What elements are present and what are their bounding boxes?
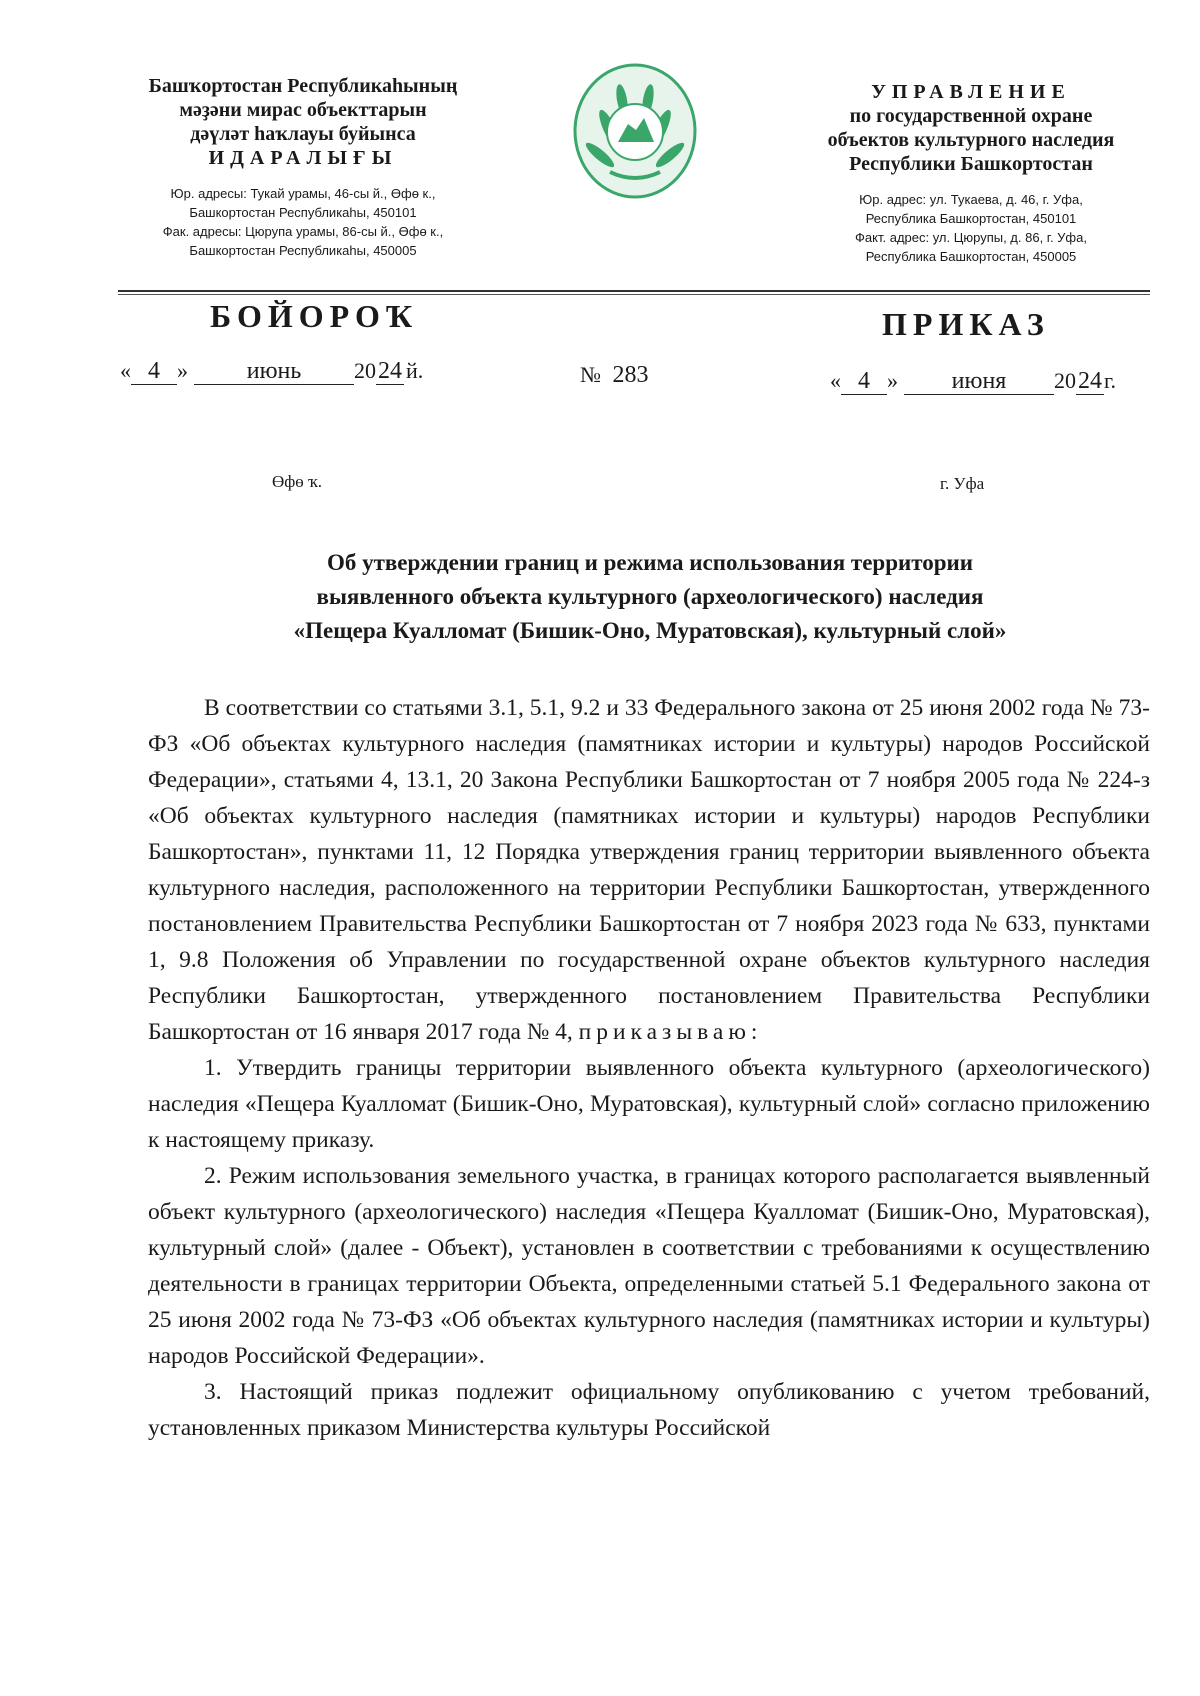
body-paragraph-preamble [148, 690, 1150, 1050]
address-line: Башкортостан Республикаһы, 450005 [189, 243, 417, 258]
coat-of-arms-emblem [570, 60, 700, 202]
date-russian [830, 368, 1116, 395]
title-line: выявленного объекта культурного (археологического) наследия [316, 584, 984, 609]
body-paragraph-2: 2. Режим использования земельного участка, в границах которого располагается выявленный объект культурного (археологического) наследия «Пещера Куалломат (Бишик-Оно, Муратовская), культурный слой» (далее - Объект), установлен в соответствии с требованиями к осуществлению деятельности в границах территории Объекта, определенными статьей 5.1 Федерального закона от 25 июня 2002 года № 73-ФЗ «Об объектах культурного наследия (памятниках истории и культуры) народов Российской Федерации». [148, 1163, 1150, 1369]
title-line: «Пещера Куалломат (Бишик-Оно, Муратовская), культурный слой» [293, 618, 1007, 643]
date-year-prefix: 20 [354, 358, 376, 383]
title-line: Об утверждении границ и режима использования территории [326, 550, 974, 575]
org-address-bashkir [118, 184, 488, 260]
address-line: Республика Башкортостан, 450005 [865, 249, 1077, 264]
document-title [150, 546, 1150, 648]
city-bashkir: Өфө ҡ. [272, 472, 323, 491]
date-month: июня [904, 368, 1054, 395]
org-name-russian-line3: объектов культурного наследия [827, 129, 1115, 151]
order-number [580, 362, 649, 389]
quote-open: « [120, 358, 131, 383]
quote-close: » [887, 368, 898, 393]
date-bashkir [120, 358, 423, 385]
org-name-bashkir-line3: дәүләт һаҡлауы буйынса [190, 123, 416, 145]
address-line: Юр. адресы: Тукай урамы, 46-сы й., Өфө к., [170, 186, 436, 201]
date-day: 4 [841, 368, 887, 395]
number-label: № [580, 362, 601, 387]
date-year-prefix: 20 [1054, 368, 1076, 393]
document-body [148, 690, 1150, 1446]
date-unit: й. [406, 358, 424, 383]
quote-close: » [177, 358, 188, 383]
address-line: Республика Башкортостан, 450101 [865, 211, 1077, 226]
body-paragraph-1: 1. Утвердить границы территории выявленного объекта культурного (археологического) наследия «Пещера Куалломат (Бишик-Оно, Муратовская), культурный слой» согласно приложению к настоящему приказу. [148, 1055, 1150, 1153]
body-paragraph-3: 3. Настоящий приказ подлежит официальному опубликованию с учетом требований, установленных приказом Министерства культуры Российской [148, 1379, 1150, 1441]
number-value: 283 [612, 362, 649, 388]
header-divider-thin [118, 294, 1150, 295]
city-russian: г. Уфа [940, 474, 985, 493]
quote-open: « [830, 368, 841, 393]
header-right-block [792, 80, 1150, 266]
date-unit: г. [1104, 368, 1117, 393]
header-left-block [118, 74, 488, 260]
preamble-text: В соответствии со статьями 3.1, 5.1, 9.2 и 33 Федерального закона от 25 июня 2002 года № 73-ФЗ «Об объектах культурного наследия (памятниках истории и культуры) народов Российской Федерации», статьями 4, 13.1, 20 Закона Республики Башкортостан от 7 ноября 2005 года № 224-з «Об объектах культурного наследия (памятниках истории и культуры) народов Республики Башкортостан», пунктами 11, 12 Порядка утверждения границ территории выявленного объекта культурного наследия, расположенного на территории Республики Башкортостан, утвержденного постановлением Правительства Республики Башкортостан от 7 ноября 2023 года № 633, пунктами 1, 9.8 Положения об Управлении по государственной охране объектов культурного наследия Республики Башкортостан, утвержденного постановлением Правительства Республики Башкортостан от 16 января 2017 года № 4, [148, 695, 1150, 1045]
org-name-bashkir-line4: ИДАРАЛЫҒЫ [208, 147, 398, 169]
org-name-russian-line2: по государственной охране [849, 105, 1093, 127]
org-address-russian [792, 190, 1150, 266]
date-year-suffix: 24 [378, 358, 402, 384]
org-name-bashkir-line1: Башҡортостан Республикаһының [148, 75, 458, 97]
org-name-bashkir-line2: мәҙәни мирас объекттарын [179, 99, 427, 121]
doc-type-russian: ПРИКАЗ [882, 306, 1050, 342]
org-name-russian-line4: Республики Башкортостан [849, 153, 1093, 175]
date-day: 4 [131, 358, 177, 385]
address-line: Факт. адрес: ул. Цюрупы, д. 86, г. Уфа, [855, 230, 1087, 245]
date-year-suffix: 24 [1078, 368, 1102, 394]
address-line: Башкортостан Республикаһы, 450101 [189, 205, 417, 220]
org-name-russian-line1: УПРАВЛЕНИЕ [871, 81, 1071, 103]
address-line: Юр. адрес: ул. Тукаева, д. 46, г. Уфа, [859, 192, 1083, 207]
date-month: июнь [194, 358, 354, 385]
order-word: приказываю: [578, 1019, 763, 1045]
doc-type-bashkir: БОЙОРОҠ [210, 298, 419, 334]
header-divider-thick [118, 290, 1150, 292]
address-line: Фак. адресы: Цюрупа урамы, 86-сы й., Өфө к., [162, 224, 444, 239]
